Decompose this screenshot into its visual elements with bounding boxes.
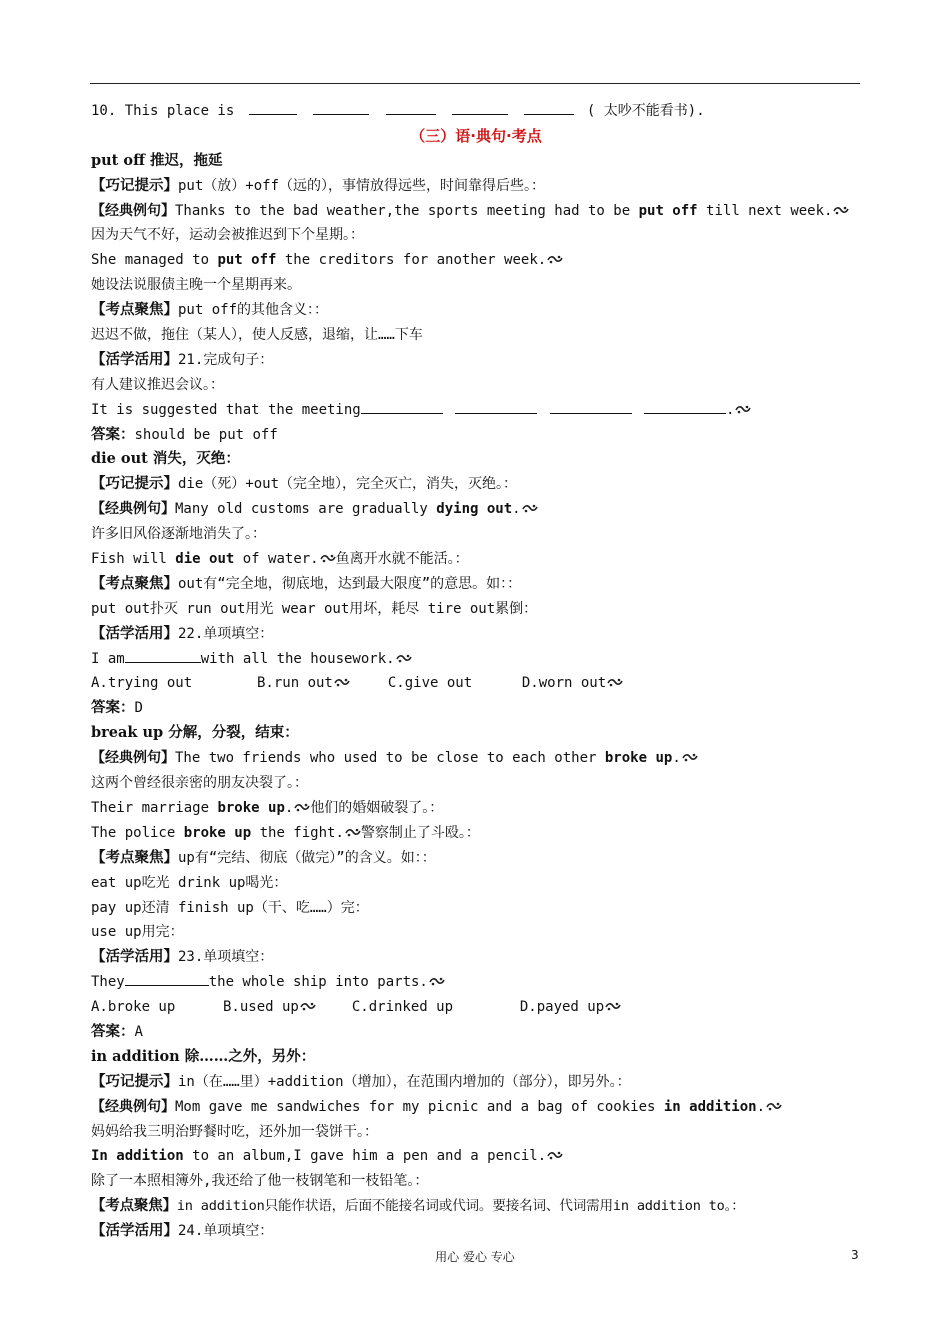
return-mark-icon <box>547 255 563 265</box>
return-mark-icon <box>735 405 751 415</box>
focus-line: 【考点聚焦】in addition只能作状语，后面不能接名词或代词。要接名词、代词需用in addition to。： <box>91 1198 745 1215</box>
page-number: 3 <box>851 1248 859 1262</box>
return-mark-icon <box>300 1002 316 1012</box>
blank <box>455 398 537 414</box>
question-line: I am with all the housework. <box>91 647 861 672</box>
header-rule <box>90 83 860 84</box>
tip-line: 【巧记提示】in（在……里）+addition（增加），在范围内增加的（部分），即另外。： <box>91 1073 631 1090</box>
practice-line: 【活学活用】22.单项填空： <box>91 625 274 642</box>
practice-line: 【活学活用】23.单项填空： <box>91 949 274 966</box>
example-translation: 这两个曾经很亲密的朋友决裂了。： <box>91 775 308 792</box>
example-translation: 她设法说服债主晚一个星期再来。 <box>91 277 301 294</box>
headword-in-addition: in addition 除……之外，另外： <box>91 1047 316 1065</box>
blank <box>125 970 209 986</box>
headword-break-up: break up 分解，分裂，结束： <box>91 724 299 742</box>
option-a: A.broke up <box>91 999 176 1016</box>
return-mark-icon <box>429 977 445 987</box>
example-line: Their marriage broke up. 他们的婚姻破裂了。： <box>91 799 444 816</box>
return-mark-icon <box>334 678 350 688</box>
example-line: The police broke up the fight. 警察制止了斗殴。： <box>91 824 480 841</box>
question-line: It is suggested that the meeting . <box>91 398 861 423</box>
example-line: Fish will die out of water. 鱼离开水就不能活。： <box>91 551 469 568</box>
blank <box>550 398 632 414</box>
practice-line: 【活学活用】24.单项填空： <box>91 1223 274 1240</box>
blank <box>313 99 369 115</box>
tip-line: 【巧记提示】die（死）+out（完全地），完全灭亡，消失，灭绝。： <box>91 476 517 493</box>
option-a: A.trying out <box>91 675 193 692</box>
phrase-list: put out扑灭 run out用光 wear out用坏，耗尽 tire out累倒： <box>91 600 538 617</box>
option-d: D.worn out <box>521 675 607 692</box>
blank <box>386 99 436 115</box>
focus-line: 【考点聚焦】put off的其他含义：： <box>91 302 329 319</box>
return-mark-icon <box>345 828 361 838</box>
option-b: B.used up <box>223 999 299 1016</box>
tip-line: 【巧记提示】put（放）+off（远的），事情放得远些，时间靠得后些。： <box>91 177 545 194</box>
options-line <box>91 671 861 696</box>
example-line: 【经典例句】Many old customs are gradually dying out. <box>91 497 861 522</box>
phrase-list: use up用完： <box>91 924 184 941</box>
focus-detail: 迟迟不做，拖住（某人），使人反感，退缩，让……下车 <box>91 327 423 344</box>
example-line: She managed to put off the creditors for another week. <box>91 248 861 273</box>
footer-motto: 用心 爱心 专心 <box>435 1250 515 1264</box>
example-translation: 许多旧风俗逐渐地消失了。： <box>91 526 266 543</box>
example-line: 【经典例句】Thanks to the bad weather,the sports meeting had to be put off till next week. <box>91 199 861 224</box>
blank <box>249 99 297 115</box>
return-mark-icon <box>607 678 623 688</box>
return-mark-icon <box>766 1102 782 1112</box>
document-body <box>91 99 861 1244</box>
phrase-list: pay up还清 finish up（干、吃……）完： <box>91 899 369 916</box>
exercise-10: 10. This place is ( 太吵不能看书). <box>91 99 861 124</box>
option-b: B.run out <box>257 675 333 692</box>
example-translation: 因为天气不好，运动会被推迟到下个星期。： <box>91 227 364 244</box>
blank <box>524 99 574 115</box>
answer-line: 答案：D <box>91 700 143 717</box>
example-line: 【经典例句】The two friends who used to be close to each other broke up. <box>91 746 861 771</box>
example-line: In addition to an album,I gave him a pen and a pencil. <box>91 1144 861 1169</box>
return-mark-icon <box>833 206 849 216</box>
blank <box>125 647 201 663</box>
example-translation: 除了一本照相簿外,我还给了他一枝钢笔和一枝铅笔。： <box>91 1173 429 1190</box>
blank <box>644 398 726 414</box>
phrase-list: eat up吃光 drink up喝光： <box>91 874 288 891</box>
section-title: （三）语·典句·考点 <box>410 126 542 145</box>
option-c: C.give out <box>387 675 473 692</box>
question-chinese: 有人建议推迟会议。： <box>91 376 224 393</box>
return-mark-icon <box>396 654 412 664</box>
return-mark-icon <box>605 1002 621 1012</box>
practice-line: 【活学活用】21.完成句子： <box>91 351 274 368</box>
option-d: D.payed up <box>519 999 605 1016</box>
headword-put-off: put off 推迟，拖延 <box>91 151 223 169</box>
question-line: They the whole ship into parts. <box>91 970 861 995</box>
return-mark-icon <box>547 1151 563 1161</box>
return-mark-icon <box>682 753 698 763</box>
answer-line: 答案：A <box>91 1023 143 1040</box>
focus-line: 【考点聚焦】up有“完结、彻底（做完）”的含义。如：： <box>91 849 436 866</box>
return-mark-icon <box>522 504 538 514</box>
example-line: 【经典例句】Mom gave me sandwiches for my picnic and a bag of cookies in addition. <box>91 1095 861 1120</box>
headword-die-out: die out 消失，灭绝： <box>91 450 240 468</box>
blank <box>452 99 508 115</box>
answer-line: 答案：should be put off <box>91 426 278 443</box>
example-translation: 妈妈给我三明治野餐时吃，还外加一袋饼干。： <box>91 1123 378 1140</box>
return-mark-icon <box>320 554 336 564</box>
blank <box>361 398 443 414</box>
option-c: C.drinked up <box>351 999 454 1016</box>
return-mark-icon <box>294 803 310 813</box>
options-line <box>91 995 861 1020</box>
focus-line: 【考点聚焦】out有“完全地，彻底地，达到最大限度”的意思。如：： <box>91 575 522 592</box>
